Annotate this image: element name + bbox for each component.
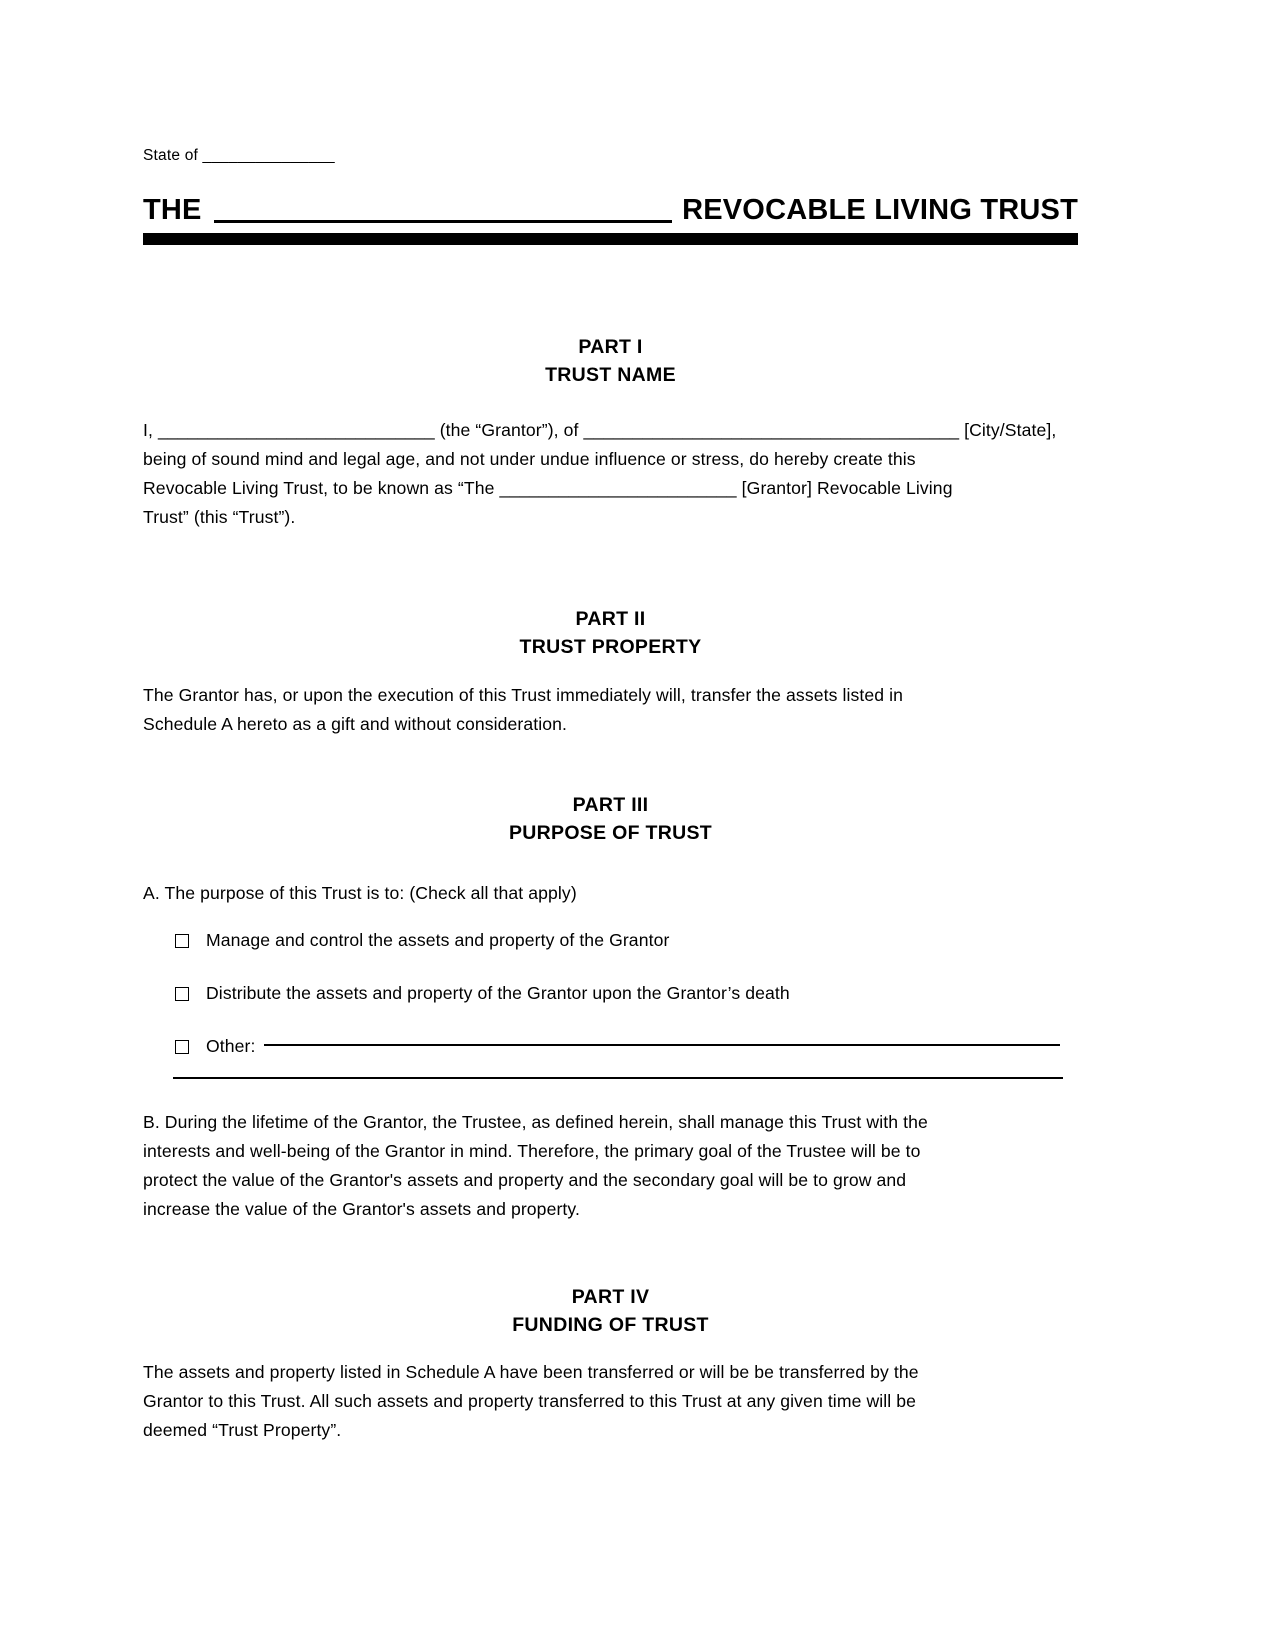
paragraph-line: being of sound mind and legal age, and not under undue influence or stress, do hereby create this — [143, 449, 916, 469]
checkbox-label: Distribute the assets and property of the Grantor upon the Grantor’s death — [206, 983, 790, 1003]
state-of-line: State of _______________ — [143, 147, 335, 164]
paragraph-line: Schedule A hereto as a gift and without consideration. — [143, 714, 568, 734]
part3-subheading: PURPOSE OF TRUST — [508, 822, 713, 844]
title-blank-line[interactable] — [214, 220, 672, 223]
paragraph-line: B. During the lifetime of the Grantor, the Trustee, as defined herein, shall manage this Trust with the — [143, 1112, 928, 1132]
other-blank-line[interactable] — [264, 1044, 1061, 1046]
part1-paragraph — [143, 416, 1078, 532]
document-title — [143, 192, 1078, 228]
part3-heading-line: PART III — [572, 794, 649, 816]
other-continuation-blank-line[interactable] — [173, 1077, 1063, 1079]
checkbox-icon[interactable] — [175, 934, 189, 948]
part2-paragraph — [143, 681, 1078, 739]
paragraph-line: A. The purpose of this Trust is to: (Check all that apply) — [143, 883, 577, 903]
paragraph-line: Grantor to this Trust. All such assets and property transferred to this Trust at any given time will be — [143, 1391, 917, 1411]
paragraph-line: increase the value of the Grantor's assets and property. — [143, 1199, 580, 1219]
part4-subheading: FUNDING OF TRUST — [512, 1314, 709, 1336]
paragraph-line: The assets and property listed in Schedule A have been transferred or will be be transferred by the — [143, 1362, 919, 1382]
part4-heading — [143, 1283, 1078, 1339]
part4-heading-line: PART IV — [571, 1286, 650, 1308]
paragraph-line: protect the value of the Grantor's assets and property and the secondary goal will be to grow and — [143, 1170, 907, 1190]
checkbox-icon[interactable] — [175, 1040, 189, 1054]
part2-subheading: TRUST PROPERTY — [519, 636, 702, 658]
paragraph-line: The Grantor has, or upon the execution of this Trust immediately will, transfer the assets listed in — [143, 685, 904, 705]
part2-heading — [143, 605, 1078, 661]
checkbox-row-other — [143, 1032, 1078, 1061]
paragraph-line: deemed “Trust Property”. — [143, 1420, 342, 1440]
checkbox-row-manage-assets — [143, 926, 1078, 955]
paragraph-line: I, ____________________________ (the “Grantor”), of ______________________________________ [City/State], — [143, 420, 1057, 440]
checkbox-label: Other: — [206, 1036, 256, 1056]
title-rule — [143, 233, 1078, 245]
part4-paragraph — [143, 1358, 1078, 1445]
paragraph-line: Revocable Living Trust, to be known as “The ________________________ [Grantor] Revocable Living — [143, 478, 953, 498]
part3-paragraph-b — [143, 1108, 1078, 1224]
part3-heading — [143, 791, 1078, 847]
checkbox-icon[interactable] — [175, 987, 189, 1001]
title-suffix: REVOCABLE LIVING TRUST — [682, 194, 1078, 226]
part1-heading — [143, 333, 1078, 389]
title-prefix: THE — [143, 194, 202, 226]
part1-subheading: TRUST NAME — [545, 364, 676, 386]
checkbox-row-distribute-assets — [143, 979, 1078, 1008]
paragraph-line: interests and well-being of the Grantor in mind. Therefore, the primary goal of the Trustee will be to — [143, 1141, 921, 1161]
checkbox-label: Manage and control the assets and property of the Grantor — [206, 930, 670, 950]
purpose-intro — [143, 879, 1078, 908]
part1-heading-line: PART I — [578, 336, 643, 358]
paragraph-line: Trust” (this “Trust”). — [143, 507, 296, 527]
part2-heading-line: PART II — [575, 608, 646, 630]
